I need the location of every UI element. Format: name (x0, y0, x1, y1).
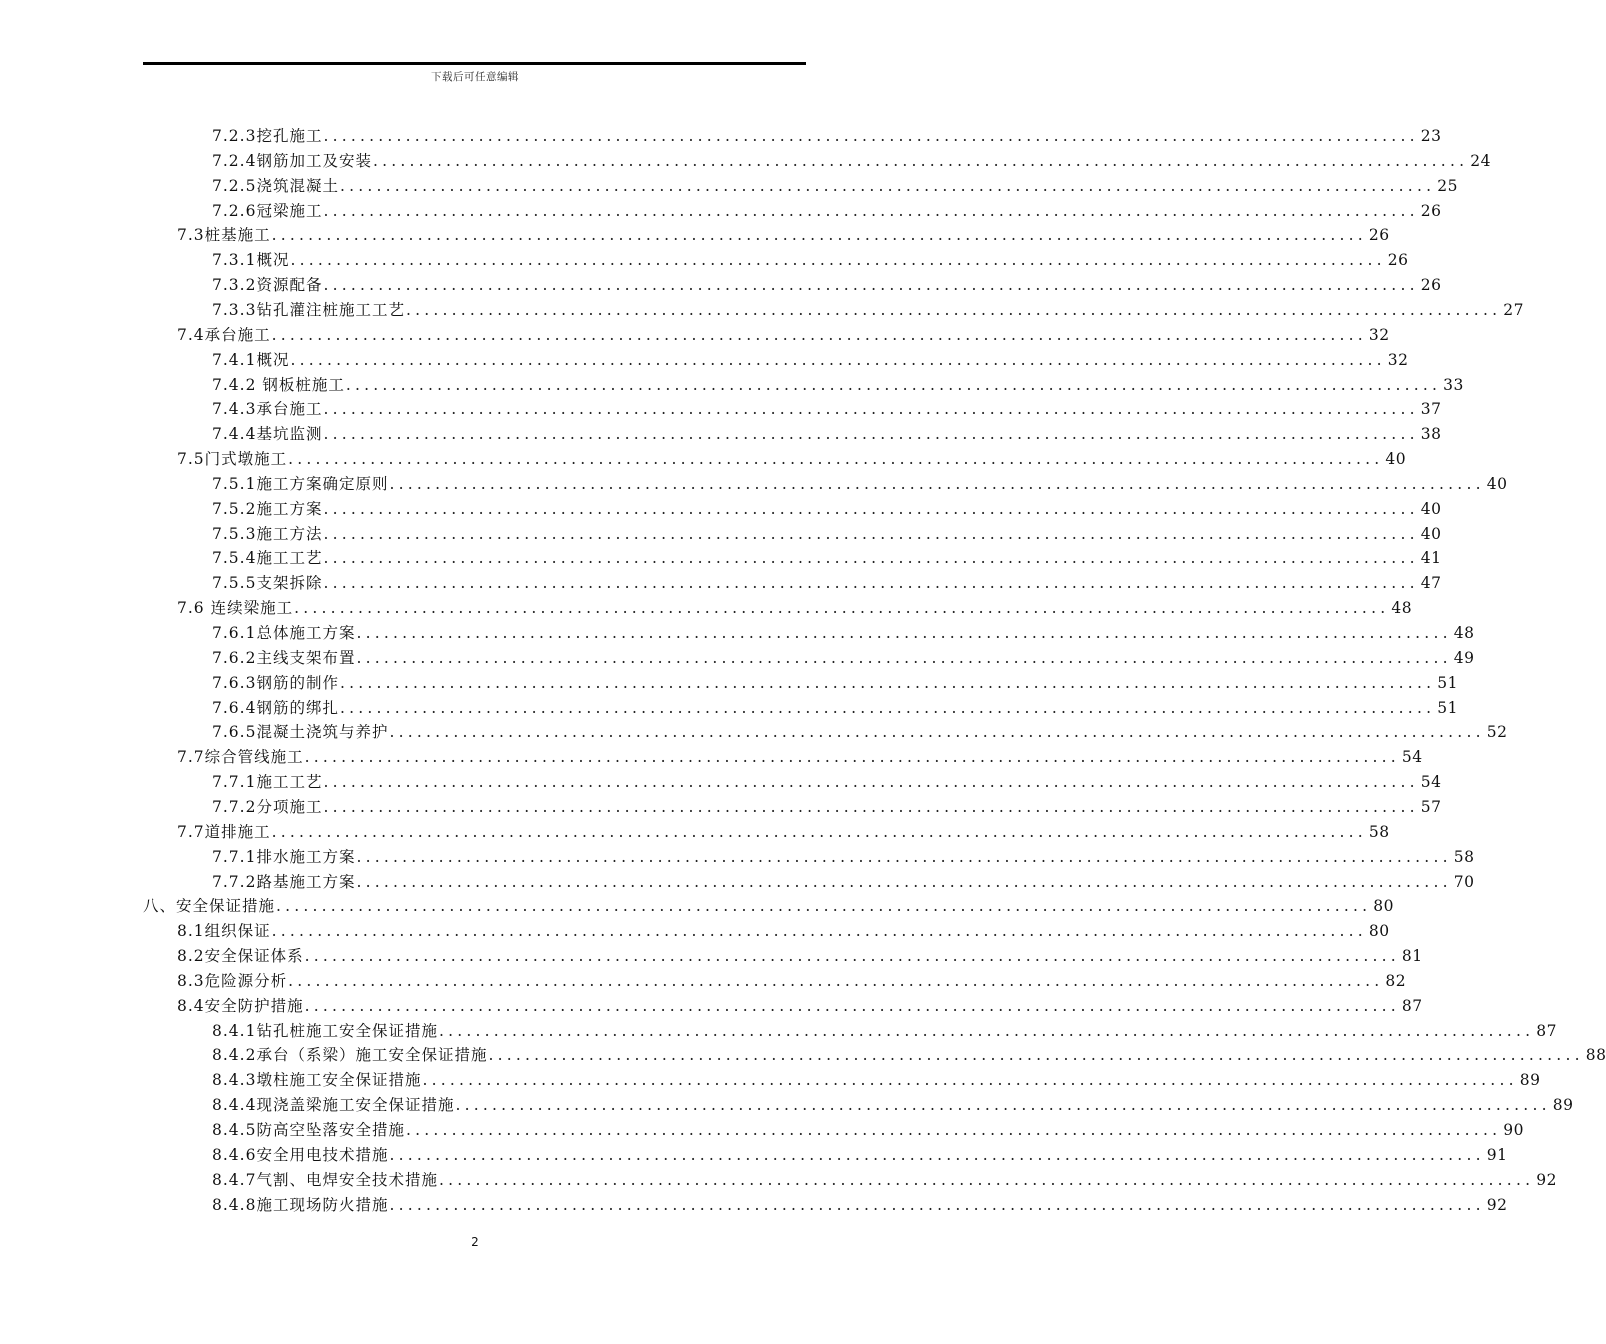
toc-entry[interactable] (177, 944, 1423, 969)
toc-entry-page: 54 (1420, 773, 1442, 792)
toc-entry-title: 7.3.1概况 (212, 251, 290, 270)
toc-entry[interactable] (212, 720, 1508, 745)
toc-entry-title: 7.3.2资源配备 (212, 276, 323, 295)
toc-entry-title: 7.7.2分项施工 (212, 797, 323, 816)
toc-entry-title: 8.4.5防高空坠落安全措施 (212, 1121, 405, 1139)
toc-entry[interactable] (212, 273, 1442, 298)
toc-dot-leader: ........................................................................................................................ (438, 1170, 1535, 1189)
toc-entry-page: 38 (1420, 425, 1442, 444)
toc-entry-page: 87 (1536, 1021, 1557, 1040)
toc-entry-page: 87 (1401, 996, 1423, 1015)
toc-dot-leader: ........................................................................................................................ (290, 251, 1386, 270)
toc-entry-page: 48 (1391, 599, 1413, 618)
toc-entry[interactable] (212, 149, 1491, 174)
toc-entry[interactable] (212, 422, 1442, 447)
toc-dot-leader: ........................................................................................................................ (304, 947, 1400, 966)
toc-entry-page: 58 (1453, 847, 1475, 866)
toc-entry-title: 7.5.5支架拆除 (212, 574, 323, 593)
toc-entry[interactable] (177, 994, 1423, 1019)
toc-dot-leader: ........................................................................................................................ (323, 276, 1419, 295)
toc-entry-title: 8.4.7气割、电焊安全技术措施 (212, 1170, 438, 1189)
toc-dot-leader: ........................................................................................................................ (339, 176, 1436, 195)
toc-entry-title: 7.7综合管线施工 (177, 748, 304, 767)
toc-dot-leader: ........................................................................................................................ (389, 1195, 1485, 1214)
toc-entry[interactable] (177, 323, 1390, 348)
toc-dot-leader: ........................................................................................................................ (304, 996, 1400, 1015)
toc-dot-leader: ........................................................................................................................ (345, 375, 1442, 394)
toc-entry[interactable] (212, 497, 1442, 522)
toc-entry-page: 37 (1420, 400, 1442, 419)
toc-entry[interactable] (212, 845, 1475, 870)
toc-entry-title: 8.4.2承台（系梁）施工安全保证措施 (212, 1046, 488, 1065)
toc-dot-leader: ........................................................................................................................ (288, 971, 1384, 990)
toc-dot-leader: ........................................................................................................................ (356, 847, 1452, 866)
toc-entry-title: 7.3.3钻孔灌注桩施工工艺 (212, 300, 405, 319)
toc-dot-leader: ........................................................................................................................ (405, 300, 1502, 319)
toc-entry-title: 7.5.1施工方案确定原则 (212, 474, 389, 493)
toc-dot-leader: ........................................................................................................................ (323, 425, 1419, 444)
toc-entry-title: 八、安全保证措施 (143, 897, 276, 916)
toc-entry-page: 49 (1453, 648, 1475, 667)
toc-entry-page: 90 (1503, 1121, 1524, 1139)
toc-dot-leader: ........................................................................................................................ (323, 400, 1419, 419)
toc-entry-title: 7.4.2 钢板桩施工 (212, 375, 345, 394)
toc-entry[interactable] (212, 397, 1442, 422)
toc-entry-title: 7.4承台施工 (177, 325, 271, 344)
toc-entry-page: 40 (1420, 499, 1442, 518)
toc-entry-page: 58 (1368, 822, 1390, 841)
toc-dot-leader: ........................................................................................................................ (294, 599, 1390, 618)
toc-entry-page: 51 (1437, 698, 1458, 717)
toc-dot-leader: ........................................................................................................................ (405, 1121, 1502, 1139)
toc-entry-page: 26 (1368, 226, 1390, 245)
page-number: 2 (471, 1235, 479, 1249)
toc-entry-page: 70 (1453, 872, 1475, 891)
toc-dot-leader: ........................................................................................................................ (389, 723, 1485, 742)
toc-entry-page: 25 (1437, 176, 1458, 195)
toc-entry[interactable] (212, 1168, 1557, 1193)
toc-entry[interactable] (212, 1019, 1557, 1044)
toc-entry-title: 8.4.1钻孔桩施工安全保证措施 (212, 1021, 438, 1040)
toc-dot-leader: ........................................................................................................................ (323, 201, 1419, 220)
toc-entry-page: 32 (1368, 325, 1390, 344)
toc-entry[interactable] (177, 223, 1390, 248)
toc-entry[interactable] (212, 621, 1475, 646)
toc-entry-page: 92 (1536, 1170, 1557, 1189)
toc-entry[interactable] (177, 447, 1407, 472)
toc-entry-page: 51 (1437, 673, 1458, 692)
toc-entry[interactable] (212, 1068, 1541, 1093)
toc-entry-page: 41 (1420, 549, 1442, 568)
toc-dot-leader: ........................................................................................................................ (438, 1021, 1535, 1040)
toc-entry-page: 88 (1585, 1046, 1606, 1065)
toc-entry-page: 89 (1519, 1071, 1541, 1090)
toc-dot-leader: ........................................................................................................................ (323, 549, 1419, 568)
toc-entry[interactable] (212, 472, 1508, 497)
toc-entry-page: 81 (1401, 947, 1423, 966)
toc-entry-title: 7.4.3承台施工 (212, 400, 323, 419)
toc-entry[interactable] (212, 870, 1475, 895)
toc-entry-page: 23 (1420, 127, 1442, 145)
toc-entry-title: 7.7.1排水施工方案 (212, 847, 356, 866)
toc-dot-leader: ........................................................................................................................ (271, 325, 1367, 344)
toc-dot-leader: ........................................................................................................................ (323, 524, 1419, 543)
toc-entry[interactable] (212, 522, 1442, 547)
toc-entry-title: 8.4.3墩柱施工安全保证措施 (212, 1071, 422, 1090)
toc-entry[interactable] (212, 248, 1409, 273)
toc-entry-title: 8.2安全保证体系 (177, 947, 304, 966)
toc-entry-title: 7.2.5浇筑混凝土 (212, 176, 339, 195)
toc-entry-page: 82 (1385, 971, 1407, 990)
toc-entry-title: 7.6 连续梁施工 (177, 599, 294, 618)
toc-dot-leader: ........................................................................................................................ (271, 226, 1367, 245)
toc-entry-title: 7.2.3挖孔施工 (212, 127, 323, 145)
toc-entry-page: 40 (1486, 474, 1508, 493)
toc-entry-title: 7.6.2主线支架布置 (212, 648, 356, 667)
toc-entry-title: 7.7.2路基施工方案 (212, 872, 356, 891)
toc-entry[interactable] (212, 795, 1442, 820)
toc-dot-leader: ........................................................................................................................ (323, 574, 1419, 593)
toc-entry[interactable] (212, 546, 1442, 571)
toc-dot-leader: ........................................................................................................................ (271, 822, 1367, 841)
toc-entry[interactable] (212, 199, 1442, 224)
toc-entry-page: 57 (1420, 797, 1442, 816)
toc-dot-leader: ........................................................................................................................ (323, 127, 1419, 145)
toc-entry-page: 33 (1443, 375, 1464, 394)
toc-entry-page: 47 (1420, 574, 1442, 593)
toc-entry-title: 7.4.1概况 (212, 350, 290, 369)
toc-dot-leader: ........................................................................................................................ (323, 499, 1419, 518)
toc-entry-title: 7.6.4钢筋的绑扎 (212, 698, 339, 717)
toc-entry-title: 7.2.4钢筋加工及安装 (212, 151, 372, 170)
toc-entry-title: 7.3桩基施工 (177, 226, 271, 245)
toc-dot-leader: ........................................................................................................................ (422, 1071, 1518, 1090)
toc-entry-title: 7.7.1施工工艺 (212, 773, 323, 792)
toc-entry-page: 80 (1373, 897, 1394, 916)
toc-entry-page: 27 (1503, 300, 1524, 319)
toc-entry[interactable] (212, 348, 1409, 373)
toc-entry[interactable] (212, 696, 1458, 721)
toc-entry-title: 7.5门式墩施工 (177, 450, 288, 469)
toc-entry[interactable] (212, 671, 1458, 696)
toc-dot-leader: ........................................................................................................................ (356, 648, 1452, 667)
toc-entry-page: 89 (1552, 1096, 1574, 1115)
header-text: 下载后可任意编辑 (431, 71, 519, 83)
toc-entry-page: 52 (1486, 723, 1508, 742)
toc-entry-page: 26 (1420, 201, 1442, 220)
toc-dot-leader: ........................................................................................................................ (389, 1145, 1485, 1164)
toc-entry-title: 7.6.3钢筋的制作 (212, 673, 339, 692)
toc-dot-leader: ........................................................................................................................ (323, 797, 1419, 816)
toc-entry[interactable] (212, 298, 1524, 323)
toc-entry[interactable] (212, 124, 1442, 149)
toc-entry-title: 8.3危险源分析 (177, 971, 288, 990)
toc-dot-leader: ........................................................................................................................ (356, 872, 1452, 891)
toc-entry[interactable] (212, 174, 1458, 199)
header-rule (143, 62, 806, 65)
toc-entry-page: 26 (1420, 276, 1442, 295)
toc-entry[interactable] (143, 894, 1394, 919)
toc-entry[interactable] (212, 1118, 1524, 1143)
toc-entry[interactable] (177, 745, 1423, 770)
toc-entry-title: 8.1组织保证 (177, 922, 271, 941)
toc-entry[interactable] (212, 1143, 1508, 1168)
toc-entry-title: 7.2.6冠梁施工 (212, 201, 323, 220)
toc-dot-leader: ........................................................................................................................ (455, 1096, 1551, 1115)
toc-entry-page: 92 (1486, 1195, 1508, 1214)
toc-dot-leader: ........................................................................................................................ (271, 922, 1367, 941)
toc-entry-page: 40 (1385, 450, 1407, 469)
toc-entry[interactable] (212, 373, 1464, 398)
toc-entry-page: 80 (1368, 922, 1390, 941)
toc-entry[interactable] (212, 1093, 1574, 1118)
toc-entry[interactable] (212, 646, 1475, 671)
toc-entry-page: 40 (1420, 524, 1442, 543)
toc-entry-title: 8.4.4现浇盖梁施工安全保证措施 (212, 1096, 455, 1115)
toc-entry-page: 91 (1486, 1145, 1508, 1164)
toc-entry-title: 7.4.4基坑监测 (212, 425, 323, 444)
toc-entry-page: 48 (1453, 624, 1475, 642)
toc-entry-title: 7.5.2施工方案 (212, 499, 323, 518)
toc-entry-title: 7.6.1总体施工方案 (212, 624, 356, 642)
toc-entry[interactable] (212, 571, 1442, 596)
toc-entry-page: 54 (1401, 748, 1423, 767)
toc-dot-leader: ........................................................................................................................ (372, 151, 1469, 170)
toc-dot-leader: ........................................................................................................................ (339, 673, 1436, 692)
toc-entry-title: 7.6.5混凝土浇筑与养护 (212, 723, 389, 742)
toc-dot-leader: ........................................................................................................................ (290, 350, 1386, 369)
toc-entry[interactable] (212, 1043, 1606, 1068)
toc-entry-page: 26 (1387, 251, 1409, 270)
toc-dot-leader: ........................................................................................................................ (389, 474, 1485, 493)
toc-dot-leader: ........................................................................................................................ (276, 897, 1372, 916)
toc-entry-title: 7.5.4施工工艺 (212, 549, 323, 568)
toc-entry[interactable] (212, 1193, 1508, 1218)
toc-entry[interactable] (177, 919, 1390, 944)
toc-dot-leader: ........................................................................................................................ (288, 450, 1384, 469)
toc-dot-leader: ........................................................................................................................ (488, 1046, 1584, 1065)
toc-entry[interactable] (177, 969, 1407, 994)
toc-dot-leader: ........................................................................................................................ (323, 773, 1419, 792)
toc-dot-leader: ........................................................................................................................ (339, 698, 1436, 717)
toc-entry-title: 8.4安全防护措施 (177, 996, 304, 1015)
toc-entry-title: 8.4.8施工现场防火措施 (212, 1195, 389, 1214)
toc-entry-title: 7.5.3施工方法 (212, 524, 323, 543)
toc-entry[interactable] (177, 596, 1413, 621)
toc-entry-title: 8.4.6安全用电技术措施 (212, 1145, 389, 1164)
toc-entry-page: 32 (1387, 350, 1409, 369)
toc-dot-leader: ........................................................................................................................ (356, 624, 1452, 642)
toc-entry[interactable] (177, 820, 1390, 845)
toc-entry[interactable] (212, 770, 1442, 795)
toc-dot-leader: ........................................................................................................................ (304, 748, 1400, 767)
toc-entry-page: 24 (1470, 151, 1491, 170)
toc-entry-title: 7.7道排施工 (177, 822, 271, 841)
